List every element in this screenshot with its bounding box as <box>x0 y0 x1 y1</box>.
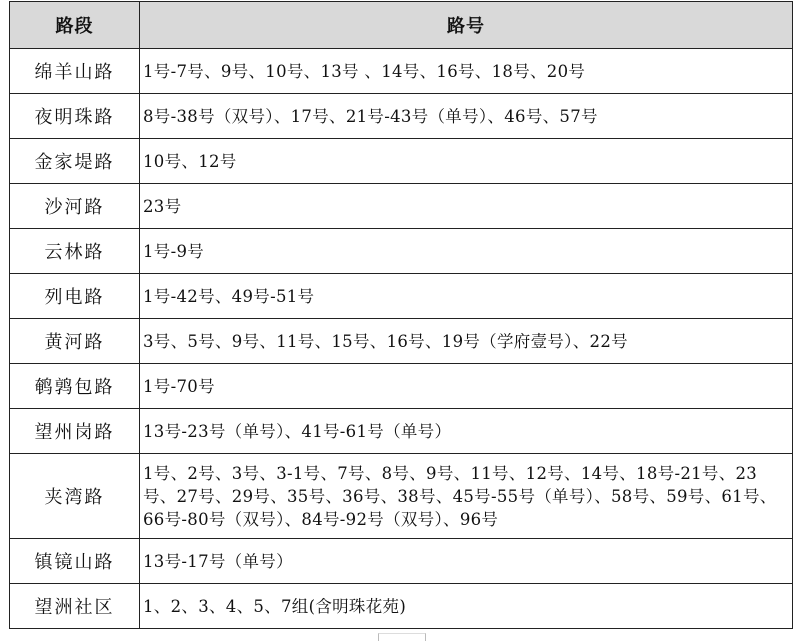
table-row <box>10 139 793 184</box>
page-scroll-marker <box>378 633 426 641</box>
road-segment-cell: 鹌鹑包路 <box>10 364 140 409</box>
road-number-cell: 23号 <box>140 184 793 229</box>
road-number-cell: 1号-70号 <box>140 364 793 409</box>
table-row <box>10 94 793 139</box>
table-row <box>10 229 793 274</box>
road-number-cell: 1号-9号 <box>140 229 793 274</box>
road-segment-cell: 绵羊山路 <box>10 49 140 94</box>
road-number-cell: 8号-38号（双号）、17号、21号-43号（单号）、46号、57号 <box>140 94 793 139</box>
road-number-cell: 1号-7号、9号、10号、13号 、14号、16号、18号、20号 <box>140 49 793 94</box>
road-number-cell: 1号-42号、49号-51号 <box>140 274 793 319</box>
table-row <box>10 584 793 629</box>
table-row <box>10 274 793 319</box>
road-number-cell: 3号、5号、9号、11号、15号、16号、19号（学府壹号）、22号 <box>140 319 793 364</box>
table-row <box>10 49 793 94</box>
road-segment-cell: 黄河路 <box>10 319 140 364</box>
road-number-cell: 1、2、3、4、5、7组(含明珠花苑) <box>140 584 793 629</box>
table-row <box>10 454 793 539</box>
road-number-table <box>9 1 793 629</box>
table-row <box>10 364 793 409</box>
road-segment-cell: 望洲社区 <box>10 584 140 629</box>
table-row <box>10 539 793 584</box>
table-row <box>10 184 793 229</box>
table-row <box>10 409 793 454</box>
road-segment-cell: 望州岗路 <box>10 409 140 454</box>
road-segment-cell: 夜明珠路 <box>10 94 140 139</box>
road-number-cell: 13号-23号（单号）、41号-61号（单号） <box>140 409 793 454</box>
road-segment-cell: 云林路 <box>10 229 140 274</box>
header-road-segment: 路段 <box>10 2 140 49</box>
table-row <box>10 319 793 364</box>
road-number-table-container <box>9 1 792 629</box>
road-segment-cell: 沙河路 <box>10 184 140 229</box>
road-segment-cell: 列电路 <box>10 274 140 319</box>
road-number-cell: 13号-17号（单号） <box>140 539 793 584</box>
road-segment-cell: 镇镜山路 <box>10 539 140 584</box>
table-header-row <box>10 2 793 49</box>
road-segment-cell: 夹湾路 <box>10 454 140 539</box>
road-number-cell: 10号、12号 <box>140 139 793 184</box>
header-road-number: 路号 <box>140 2 793 49</box>
road-segment-cell: 金家堤路 <box>10 139 140 184</box>
road-number-cell: 1号、2号、3号、3-1号、7号、8号、9号、11号、12号、14号、18号-21号、23号、27号、29号、35号、36号、38号、45号-55号（单号）、58号、59号、61号、66号-80号（双号）、84号-92号（双号）、96号 <box>140 454 793 539</box>
